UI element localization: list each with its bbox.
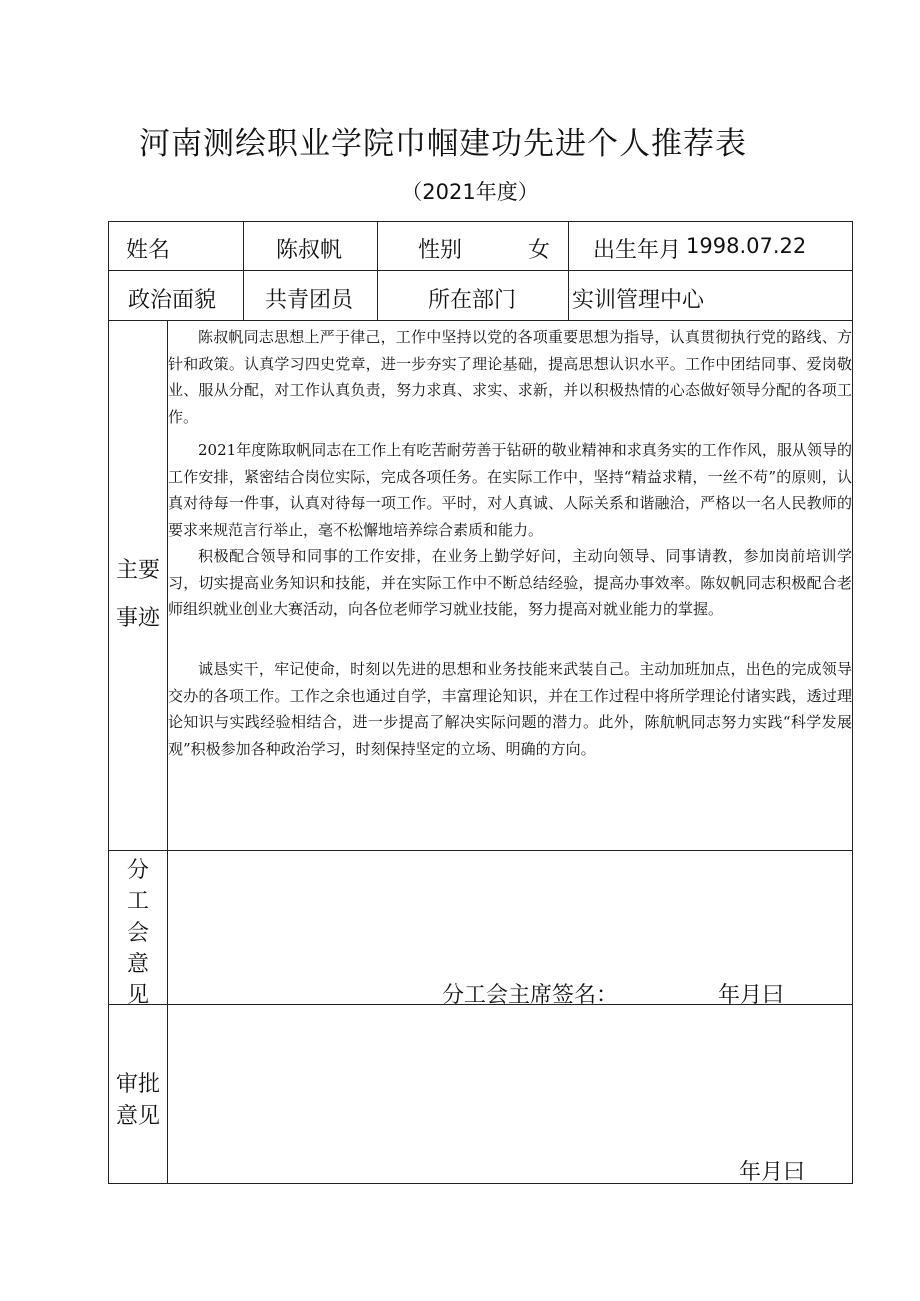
approval-date: 年月曰	[739, 1160, 806, 1185]
col-divider	[377, 221, 378, 320]
deeds-label-line2: 事迹	[115, 606, 160, 631]
union-signature-label: 分工会主席签名：	[442, 983, 619, 1008]
col-divider	[243, 221, 244, 320]
approval-label-line2: 意见	[115, 1104, 160, 1129]
name-value: 陈叔帆	[276, 238, 343, 263]
gender-label: 性别	[418, 238, 463, 263]
row-divider	[108, 850, 853, 851]
name-label: 姓名	[126, 238, 171, 263]
union-label-char: 工	[126, 889, 149, 914]
deeds-paragraph: 诚恳实干，牢记使命，时刻以先进的思想和业务技能来武装自己。主动加班加点，出色的完成领导交办的各项工作。工作之余也通过自学，丰富理论知识，并在工作过程中将所学理论付诸实践，透过理论知识与实践经验相结合，进一步提高了解决实际问题的潜力。此外，陈航帆同志努力实践“科学发展观”积极参加各种政治学习，时刻保持坚定的立场、明确的方向。	[168, 660, 852, 758]
form-title: 河南测绘职业学院巾帼建功先进个人推荐表	[139, 126, 747, 162]
politics-value: 共青团员	[265, 288, 354, 313]
approval-label-line1: 审批	[115, 1072, 160, 1097]
deeds-paragraph: 2021年度陈取帆同志在工作上有吃苦耐劳善于钻研的敬业精神和求真务实的工作作风，服从领导的工作安排，紧密结合岗位实际，完成各项任务。在实际工作中，坚持“精益求精，一丝不苟”的原则，认真对待每一件事，认真对待每一项工作。平时，对人真诚、人际关系和谐融洽，严格以一名人民教师的要求来规范言行举止，毫不松懈地培养综合素质和能力。	[168, 441, 852, 539]
dept-value: 实训管理中心	[572, 288, 705, 313]
union-label-char: 意	[126, 952, 149, 977]
politics-label: 政治面貌	[128, 288, 217, 313]
row-divider	[108, 270, 853, 271]
dept-label: 所在部门	[428, 288, 517, 313]
deeds-paragraph: 积极配合领导和同事的工作安排，在业务上勤学好问，主动向领导、同事请教，参加岗前培训学习，切实提高业务知识和技能，并在实际工作中不断总结经验，提高办事效率。陈奴帆同志积极配合老师组织就业创业大赛活动，向各位老师学习就业技能，努力提高对就业能力的掌握。	[168, 547, 852, 618]
deeds-label-line1: 主要	[115, 558, 160, 583]
union-label-char: 会	[126, 921, 149, 946]
col-divider	[568, 221, 569, 320]
form-year: （2021年度）	[401, 180, 539, 204]
deeds-paragraph: 陈叔帆同志思想上严于律己，工作中坚持以党的各项重要思想为指导，认真贯彻执行党的路线、方针和政策。认真学习四史党章，进一步夯实了理论基础，提高思想认识水平。工作中团结同事、爱岗敬业、服从分配，对工作认真负责，努力求真、求实、求新，并以积极热情的心态做好领导分配的各项工作。	[168, 328, 852, 426]
birth-value: 1998.07.22	[686, 234, 807, 258]
union-date: 年月曰	[718, 983, 785, 1008]
row-divider	[108, 320, 853, 321]
gender-value: 女	[528, 238, 551, 263]
union-label-char: 见	[126, 983, 149, 1008]
birth-label: 出生年月	[593, 238, 682, 263]
union-label-char: 分	[126, 858, 149, 883]
